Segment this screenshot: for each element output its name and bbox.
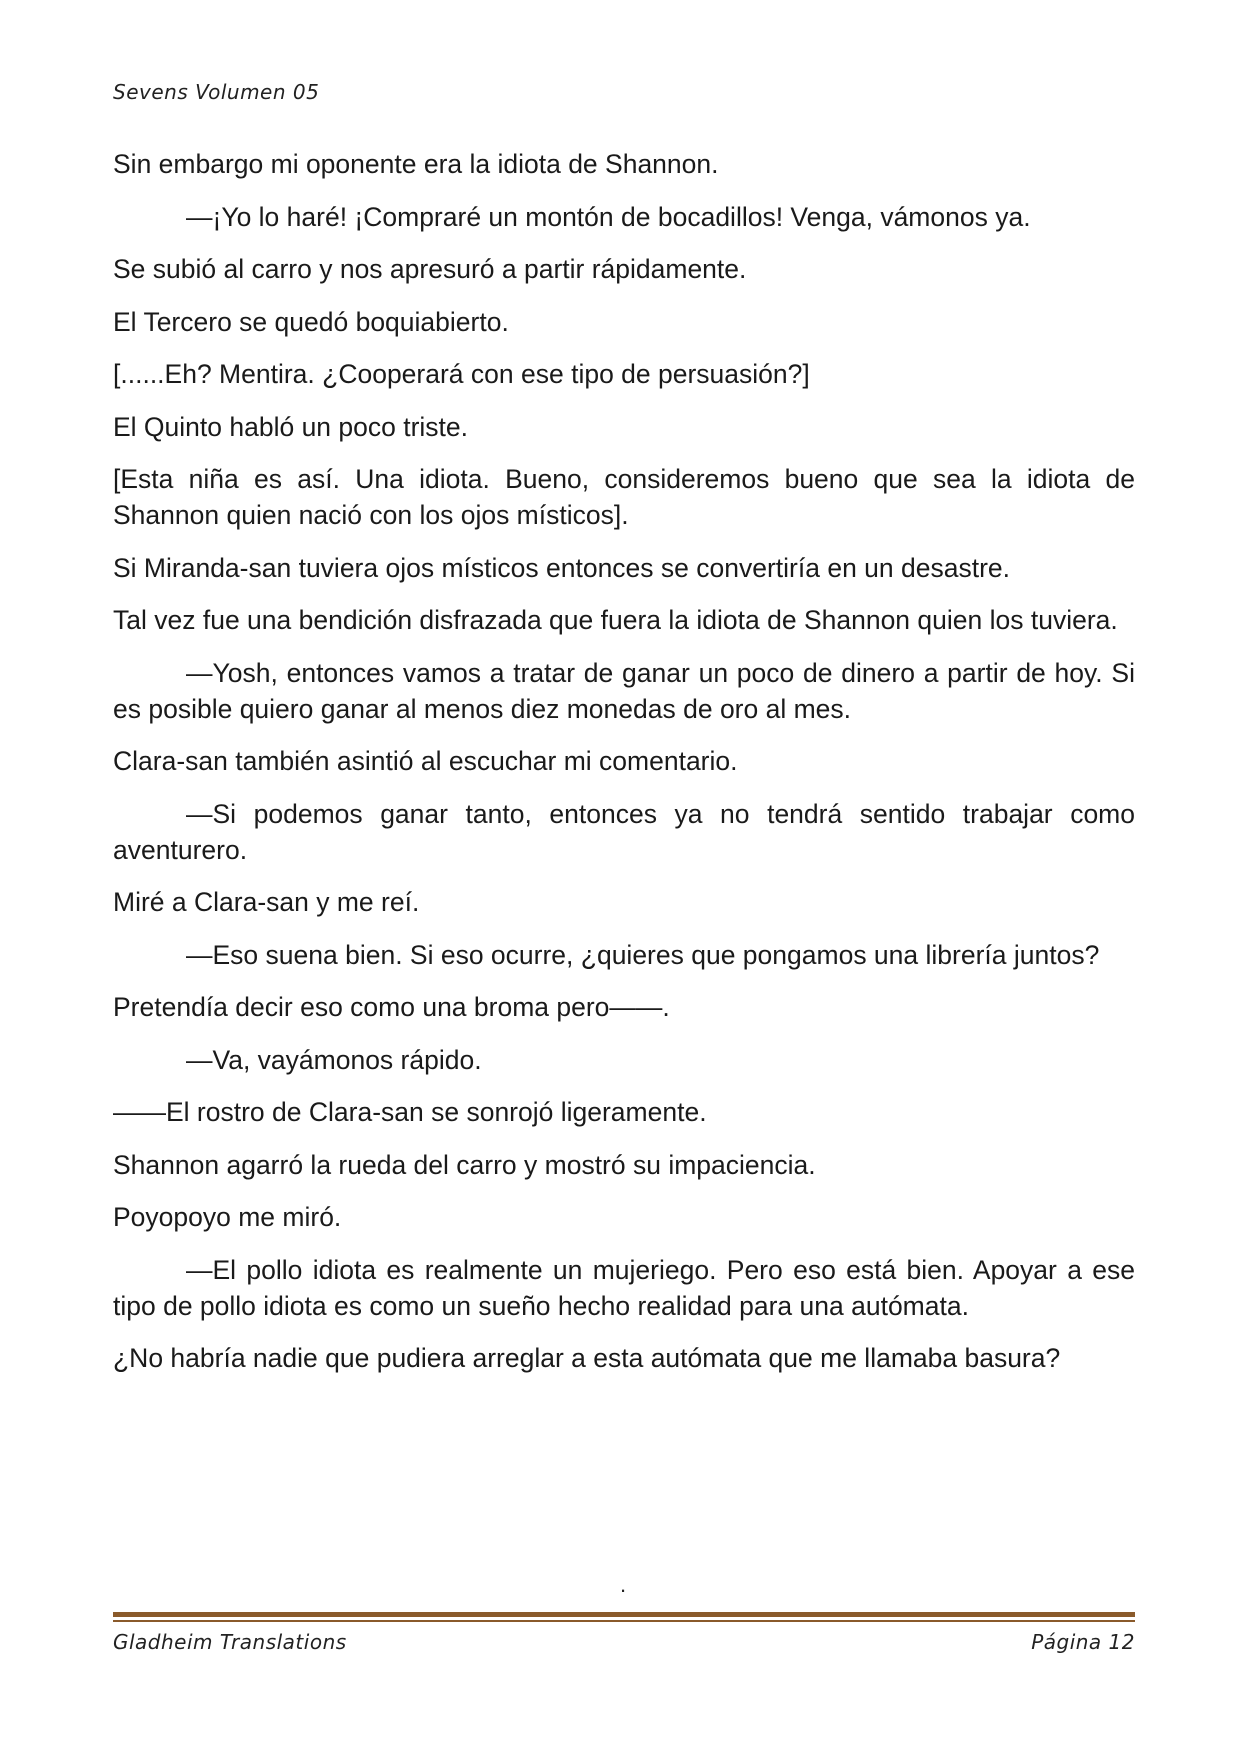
paragraph: Pretendía decir eso como una broma pero——. bbox=[113, 992, 670, 1022]
dialogue-paragraph: —Si podemos ganar tanto, entonces ya no tendrá sentido trabajar como aventurero. bbox=[113, 798, 1135, 865]
paragraph: [Esta niña es así. Una idiota. Bueno, consideremos bueno que sea la idiota de Shannon quien nació con los ojos místicos]. bbox=[113, 464, 1135, 530]
running-header: Sevens Volumen 05 bbox=[113, 80, 320, 104]
dialogue-paragraph: —El pollo idiota es realmente un mujeriego. Pero eso está bien. Apoyar a ese tipo de pollo idiota es como un sueño hecho realidad para una autómata. bbox=[113, 1254, 1135, 1321]
footer-credit: Gladheim Translations bbox=[113, 1630, 347, 1654]
paragraph: Si Miranda-san tuviera ojos místicos entonces se convertiría en un desastre. bbox=[113, 552, 1011, 583]
paragraph: Clara-san también asintió al escuchar mi comentario. bbox=[113, 746, 738, 776]
paragraph: [......Eh? Mentira. ¿Cooperará con ese tipo de persuasión?] bbox=[113, 359, 810, 389]
page-body bbox=[113, 146, 1135, 1393]
paragraph: Tal vez fue una bendición disfrazada que fuera la idiota de Shannon quien los tuviera. bbox=[113, 605, 1118, 635]
paragraph: El Tercero se quedó boquiabierto. bbox=[113, 306, 509, 337]
paragraph: Poyopoyo me miró. bbox=[113, 1202, 342, 1232]
paragraph: El Quinto habló un poco triste. bbox=[113, 411, 469, 442]
dialogue-paragraph: —¡Yo lo haré! ¡Compraré un montón de bocadillos! Venga, vámonos ya. bbox=[186, 201, 1031, 232]
dialogue-paragraph: —Yosh, entonces vamos a tratar de ganar un poco de dinero a partir de hoy. Si es posible quiero ganar al menos diez monedas de oro al mes. bbox=[113, 657, 1135, 724]
paragraph: Se subió al carro y nos apresuró a partir rápidamente. bbox=[113, 254, 747, 284]
footer-rule-thick bbox=[113, 1612, 1135, 1617]
paragraph: Miré a Clara-san y me reí. bbox=[113, 887, 420, 917]
paragraph: ¿No habría nadie que pudiera arreglar a esta autómata que me llamaba basura? bbox=[113, 1343, 1061, 1373]
dialogue-paragraph: —Eso suena bien. Si eso ocurre, ¿quieres que pongamos una librería juntos? bbox=[186, 939, 1100, 970]
paragraph: Shannon agarró la rueda del carro y mostró su impaciencia. bbox=[113, 1149, 816, 1180]
paragraph: Sin embargo mi oponente era la idiota de Shannon. bbox=[113, 149, 719, 179]
dialogue-paragraph: —Va, vayámonos rápido. bbox=[186, 1044, 482, 1075]
footer-rule-thin bbox=[113, 1620, 1135, 1622]
page-number: Página 12 bbox=[1031, 1630, 1135, 1654]
paragraph: ——El rostro de Clara-san se sonrojó ligeramente. bbox=[113, 1097, 707, 1127]
footer-dot: . bbox=[620, 1572, 627, 1597]
